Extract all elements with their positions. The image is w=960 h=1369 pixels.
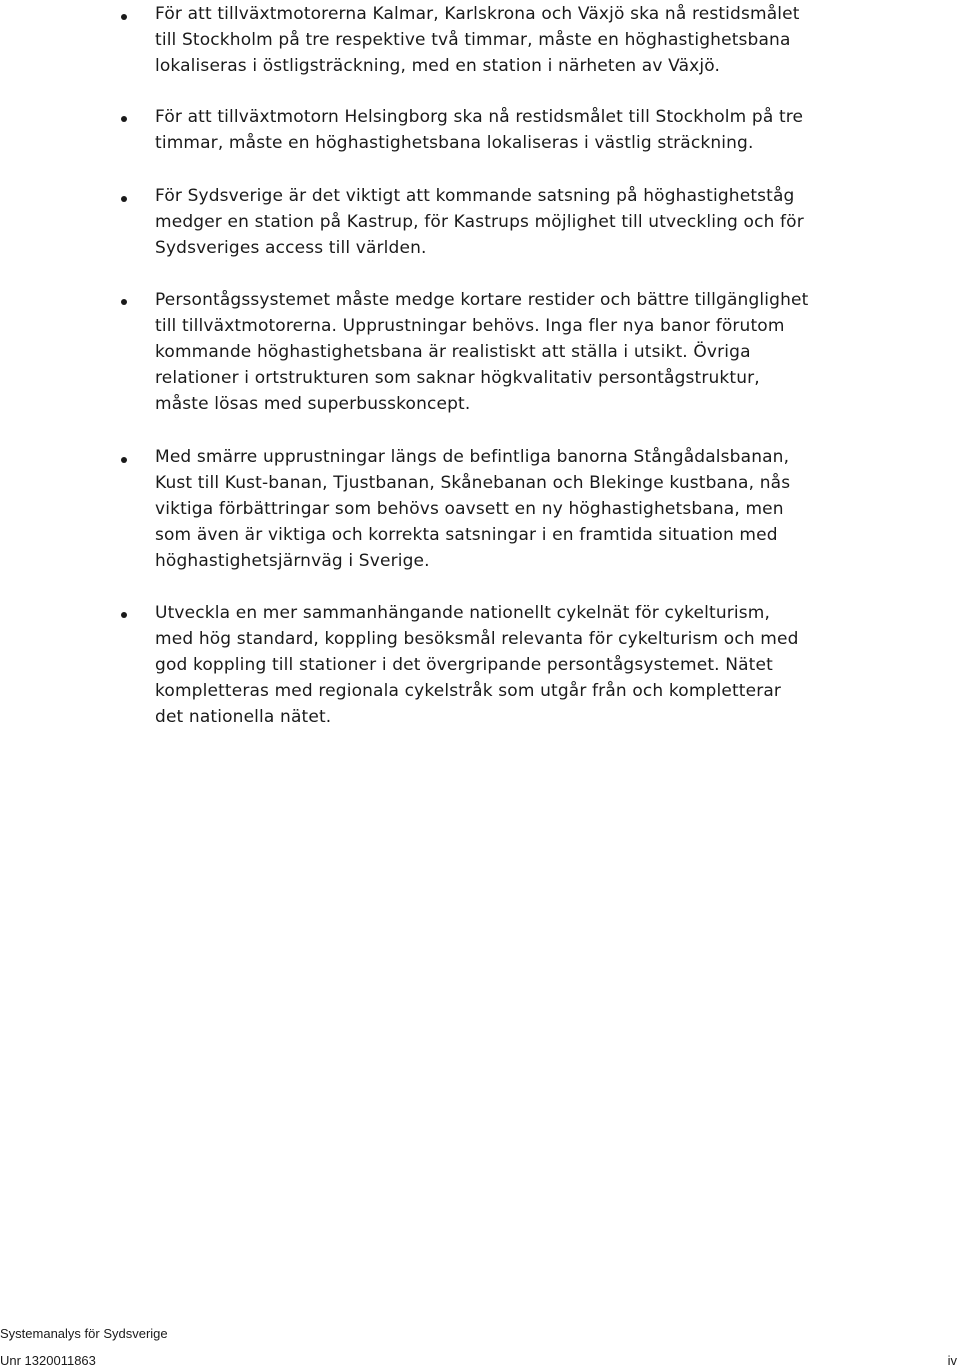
bullet-icon bbox=[121, 14, 127, 20]
bullet-text bbox=[155, 287, 855, 417]
bullet-icon bbox=[121, 299, 127, 305]
text-line: kompletteras med regionala cykelstråk som utgår från och kompletterar bbox=[155, 681, 782, 701]
bullet-text bbox=[155, 1, 855, 79]
bullet-icon bbox=[121, 196, 127, 202]
text-line: till tillväxtmotorerna. Upprustningar behövs. Inga fler nya banor förutom bbox=[155, 316, 785, 336]
text-line: till Stockholm på tre respektive två timmar, måste en höghastighetsbana bbox=[155, 30, 791, 50]
bullet-icon bbox=[121, 612, 127, 618]
text-line: För att tillväxtmotorerna Kalmar, Karlskrona och Växjö ska nå restidsmålet bbox=[155, 4, 800, 24]
text-line: Sydsveriges access till världen. bbox=[155, 238, 427, 258]
text-line: Kust till Kust-banan, Tjustbanan, Skånebanan och Blekinge kustbana, nås bbox=[155, 473, 791, 493]
text-line: För att tillväxtmotorn Helsingborg ska nå restidsmålet till Stockholm på tre bbox=[155, 107, 804, 127]
text-line: relationer i ortstrukturen som saknar högkvalitativ persontågstruktur, bbox=[155, 368, 760, 388]
bullet-text bbox=[155, 600, 855, 730]
text-line: viktiga förbättringar som behövs oavsett en ny höghastighetsbana, men bbox=[155, 499, 784, 519]
text-line: god koppling till stationer i det övergripande persontågsystemet. Nätet bbox=[155, 655, 773, 675]
footer-document-title: Systemanalys för Sydsverige bbox=[0, 1326, 168, 1341]
bullet-icon bbox=[121, 457, 127, 463]
text-line: Med smärre upprustningar längs de befintliga banorna Stångådalsbanan, bbox=[155, 447, 790, 467]
text-line: medger en station på Kastrup, för Kastrups möjlighet till utveckling och för bbox=[155, 212, 804, 232]
text-line: Utveckla en mer sammanhängande nationellt cykelnät för cykelturism, bbox=[155, 603, 771, 623]
footer-page-number: iv bbox=[947, 1353, 957, 1368]
text-line: kommande höghastighetsbana är realistiskt att ställa i utsikt. Övriga bbox=[155, 342, 751, 362]
bullet-icon bbox=[121, 116, 127, 122]
text-line: det nationella nätet. bbox=[155, 707, 332, 727]
text-line: Persontågssystemet måste medge kortare restider och bättre tillgänglighet bbox=[155, 290, 809, 310]
bullet-text bbox=[155, 183, 855, 261]
bullet-text bbox=[155, 104, 855, 156]
text-line: lokaliseras i östligsträckning, med en station i närheten av Växjö. bbox=[155, 56, 721, 76]
text-line: höghastighetsjärnväg i Sverige. bbox=[155, 551, 430, 571]
text-line: timmar, måste en höghastighetsbana lokaliseras i västlig sträckning. bbox=[155, 133, 754, 153]
text-line: som även är viktiga och korrekta satsningar i en framtida situation med bbox=[155, 525, 778, 545]
text-line: För Sydsverige är det viktigt att kommande satsning på höghastighetståg bbox=[155, 186, 795, 206]
footer-unr: Unr 1320011863 bbox=[0, 1353, 96, 1368]
bullet-text bbox=[155, 444, 855, 574]
text-line: måste lösas med superbusskoncept. bbox=[155, 394, 471, 414]
text-line: med hög standard, koppling besöksmål relevanta för cykelturism och med bbox=[155, 629, 799, 649]
